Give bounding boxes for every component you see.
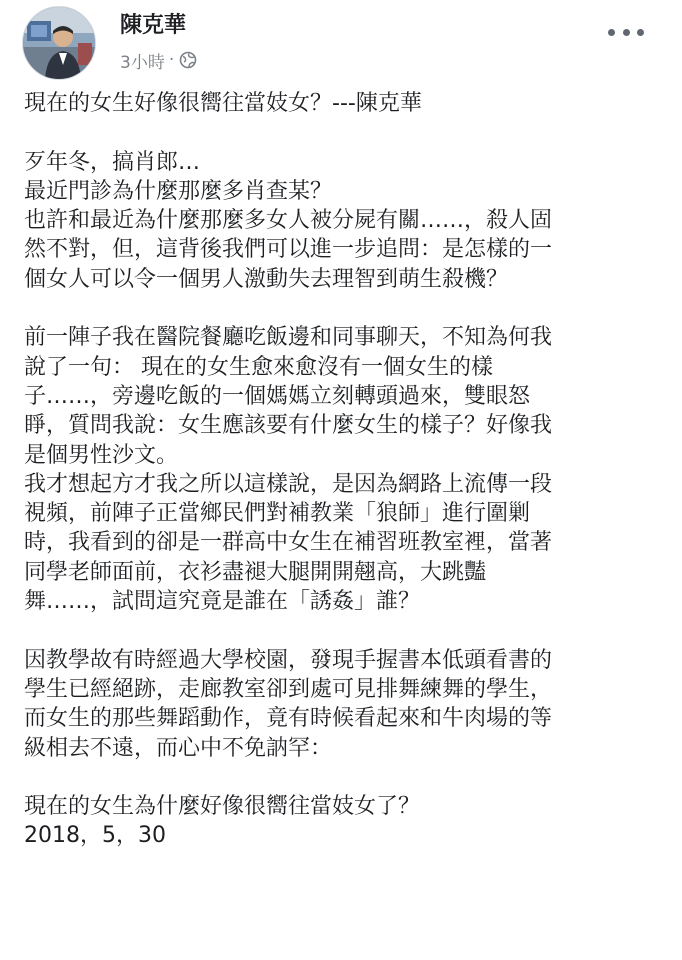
post-text-line: 然不對，但，這背後我們可以進一步追問：是怎樣的一 [24, 237, 553, 263]
more-dot [637, 29, 644, 36]
blank-line [24, 118, 660, 147]
post-text-line: 歹年冬，搞肖郎… [24, 149, 201, 175]
post-text-line: 前一陣子我在醫院餐廳吃飯邊和同事聊天，不知為何我 [24, 325, 553, 351]
post-text-line: 因教學故有時經過大學校園，發現手握書本低頭看書的 [24, 647, 553, 673]
post-text-line: 學生已經絕跡，走廊教室卻到處可見排舞練舞的學生， [24, 676, 553, 702]
post-text-line: 我才想起方才我之所以這樣說，是因為網路上流傳一段 [24, 471, 553, 497]
post-text-line: 同學老師面前，衣衫盡褪大腿開開翹高，大跳豔 [24, 559, 487, 585]
post-text-line: 現在的女生為什麼好像很嚮往當妓女了？ [24, 794, 421, 820]
post-text-line: 舞……，試問這究竟是誰在「誘姦」誰？ [24, 589, 421, 615]
post-text-line: 個女人可以令一個男人激動失去理智到萌生殺機？ [24, 266, 509, 292]
post-text-line: 級相去不遠，而心中不免訥罕： [24, 735, 333, 761]
post-text-line: 時，我看到的卻是一群高中女生在補習班教室裡，當著 [24, 530, 553, 556]
post-meta [120, 48, 197, 72]
blank-line [24, 294, 660, 323]
post-text-line: 2018，5，30 [24, 823, 166, 849]
avatar[interactable] [22, 6, 96, 80]
post-text-line: 是個男性沙文。 [24, 442, 179, 468]
blank-line [24, 763, 660, 792]
blank-line [24, 616, 660, 645]
post-header [22, 6, 662, 82]
post-text-line: 視頻，前陣子正當鄉民們對補教業「狼師」進行圍剿 [24, 501, 531, 527]
globe-icon[interactable] [179, 51, 197, 69]
more-options-icon[interactable] [608, 22, 644, 42]
more-dot [608, 29, 615, 36]
author-name[interactable]: 陳克華 [120, 13, 187, 38]
post-text-line: 而女生的那些舞蹈動作，竟有時候看起來和牛肉場的等 [24, 706, 553, 732]
meta-separator: · [168, 50, 175, 70]
post-text [24, 89, 660, 851]
more-dot [623, 29, 630, 36]
avatar-photo [23, 7, 95, 79]
post-text-line: 最近門診為什麼那麼多肖查某？ [24, 178, 333, 204]
post-text-line: 子……，旁邊吃飯的一個媽媽立刻轉頭過來，雙眼怒 [24, 383, 531, 409]
post-text-line: 也許和最近為什麼那麼多女人被分屍有關……，殺人固 [24, 208, 553, 234]
post-text-line: 睜，質問我說：女生應該要有什麼女生的樣子？好像我 [24, 413, 553, 439]
post-timestamp[interactable]: 3小時 [120, 52, 165, 73]
post-text-line: 現在的女生好像很嚮往當妓女？---陳克華 [24, 91, 422, 116]
post-text-line: 說了一句： 現在的女生愈來愈沒有一個女生的樣 [24, 354, 493, 380]
